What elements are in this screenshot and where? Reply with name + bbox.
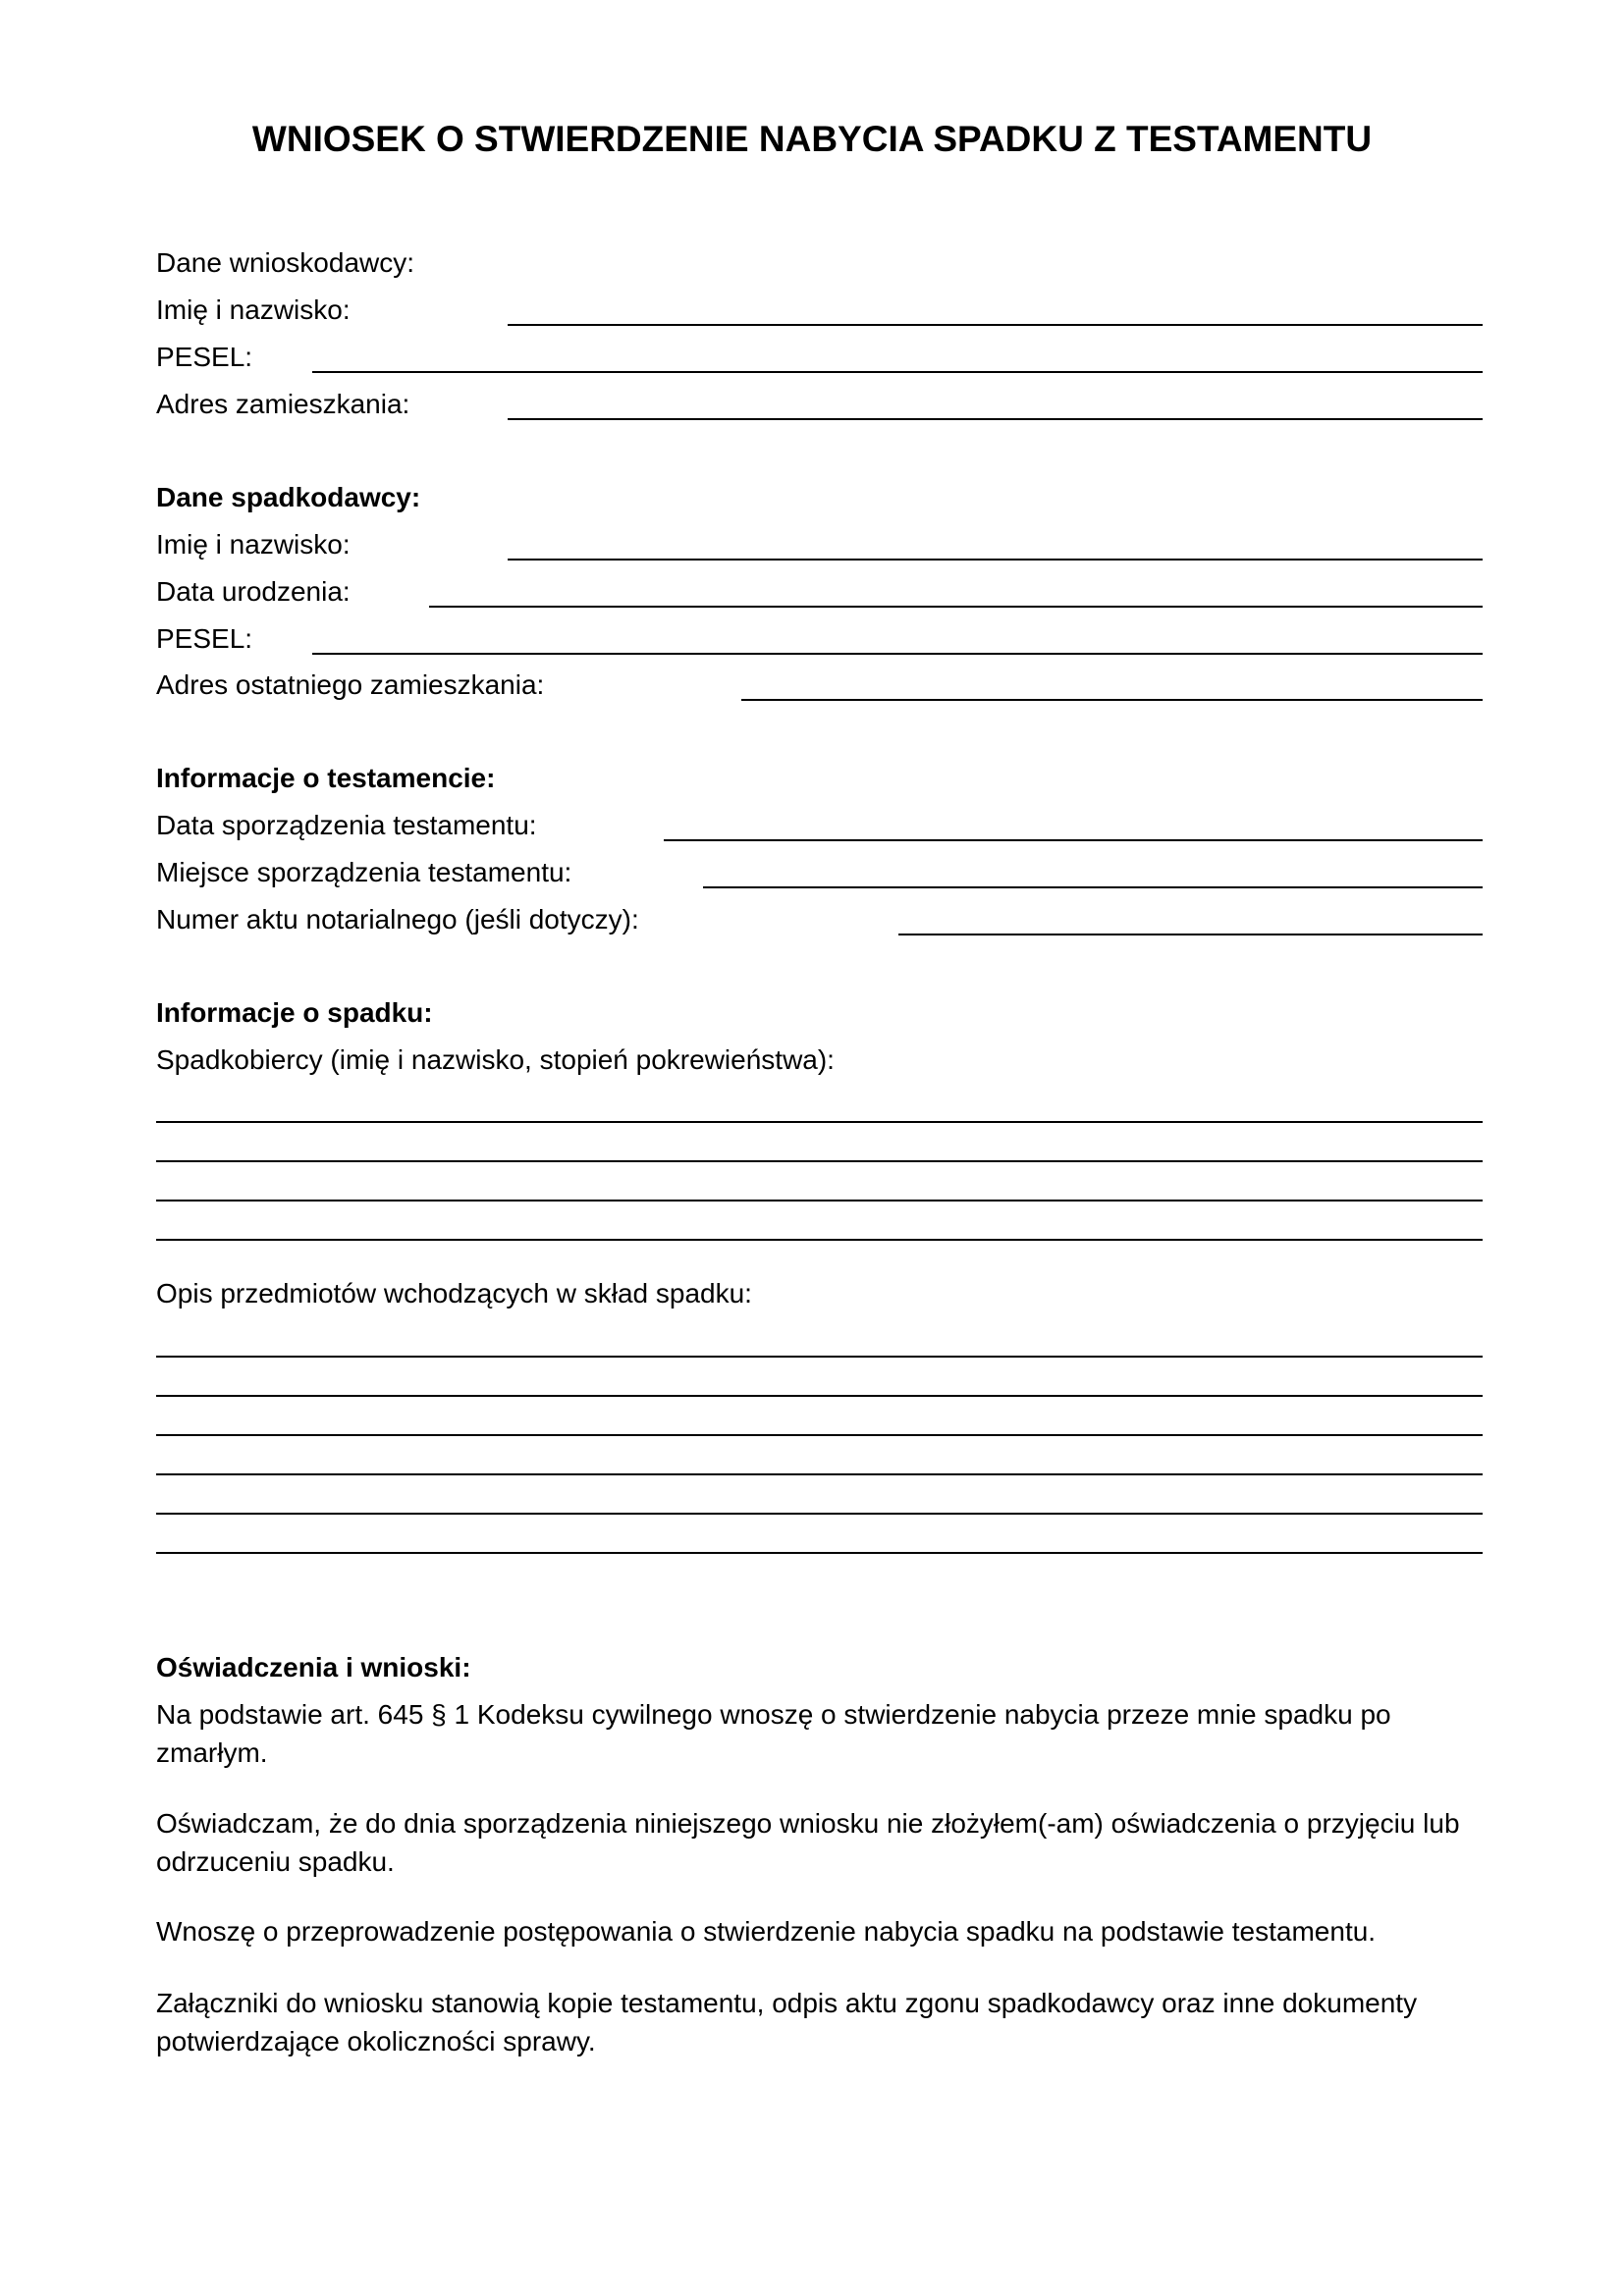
will-notary-field[interactable]	[898, 934, 1483, 935]
deceased-pesel-field[interactable]	[312, 653, 1483, 655]
heirs-line-1[interactable]	[156, 1121, 1483, 1123]
will-place-label: Miejsce sporządzenia testamentu:	[156, 857, 572, 887]
applicant-name-label: Imię i nazwisko:	[156, 294, 351, 325]
applicant-heading: Dane wnioskodawcy:	[156, 247, 415, 278]
applicant-address-label: Adres zamieszkania:	[156, 389, 410, 419]
deceased-last-address-field[interactable]	[741, 699, 1483, 701]
heirs-label: Spadkobiercy (imię i nazwisko, stopień pokrewieństwa):	[156, 1044, 835, 1075]
statements-heading: Oświadczenia i wnioski:	[156, 1652, 471, 1682]
will-date-label: Data sporządzenia testamentu:	[156, 810, 537, 840]
heirs-line-2[interactable]	[156, 1160, 1483, 1162]
page-title: WNIOSEK O STWIERDZENIE NABYCIA SPADKU Z TESTAMENTU	[251, 119, 1373, 159]
heirs-line-4[interactable]	[156, 1239, 1483, 1241]
applicant-pesel-field[interactable]	[312, 371, 1483, 373]
will-heading: Informacje o testamencie:	[156, 763, 496, 793]
will-notary-label: Numer aktu notarialnego (jeśli dotyczy):	[156, 904, 639, 934]
deceased-last-address-label: Adres ostatniego zamieszkania:	[156, 669, 545, 700]
estate-heading: Informacje o spadku:	[156, 997, 433, 1028]
estate-items-line-2[interactable]	[156, 1395, 1483, 1397]
estate-items-label: Opis przedmiotów wchodzących w skład spadku:	[156, 1278, 752, 1308]
applicant-name-field[interactable]	[508, 324, 1483, 326]
estate-items-line-6[interactable]	[156, 1552, 1483, 1554]
will-date-field[interactable]	[664, 839, 1483, 841]
deceased-birth-date-label: Data urodzenia:	[156, 576, 351, 607]
statement-paragraph-4: Załączniki do wniosku stanowią kopie testamentu, odpis aktu zgonu spadkodawcy oraz inne dokumenty potwierdzające okoliczności sprawy.	[156, 1988, 1418, 2056]
statement-paragraph-1: Na podstawie art. 645 § 1 Kodeksu cywilnego wnoszę o stwierdzenie nabycia przeze mnie spadku po zmarłym.	[156, 1699, 1391, 1768]
deceased-pesel-label: PESEL:	[156, 623, 253, 654]
will-place-field[interactable]	[703, 886, 1483, 888]
deceased-heading: Dane spadkodawcy:	[156, 482, 421, 512]
applicant-pesel-label: PESEL:	[156, 342, 253, 372]
heirs-line-3[interactable]	[156, 1200, 1483, 1201]
deceased-name-label: Imię i nazwisko:	[156, 529, 351, 560]
estate-items-line-3[interactable]	[156, 1434, 1483, 1436]
statement-paragraph-2: Oświadczam, że do dnia sporządzenia niniejszego wniosku nie złożyłem(-am) oświadczenia o przyjęciu lub odrzuceniu spadku.	[156, 1808, 1460, 1877]
deceased-birth-date-field[interactable]	[429, 606, 1483, 608]
statement-paragraph-3: Wnoszę o przeprowadzenie postępowania o stwierdzenie nabycia spadku na podstawie testamentu.	[156, 1916, 1377, 1947]
estate-items-line-5[interactable]	[156, 1513, 1483, 1515]
applicant-address-field[interactable]	[508, 418, 1483, 420]
estate-items-line-4[interactable]	[156, 1473, 1483, 1475]
deceased-name-field[interactable]	[508, 559, 1483, 561]
estate-items-line-1[interactable]	[156, 1356, 1483, 1358]
